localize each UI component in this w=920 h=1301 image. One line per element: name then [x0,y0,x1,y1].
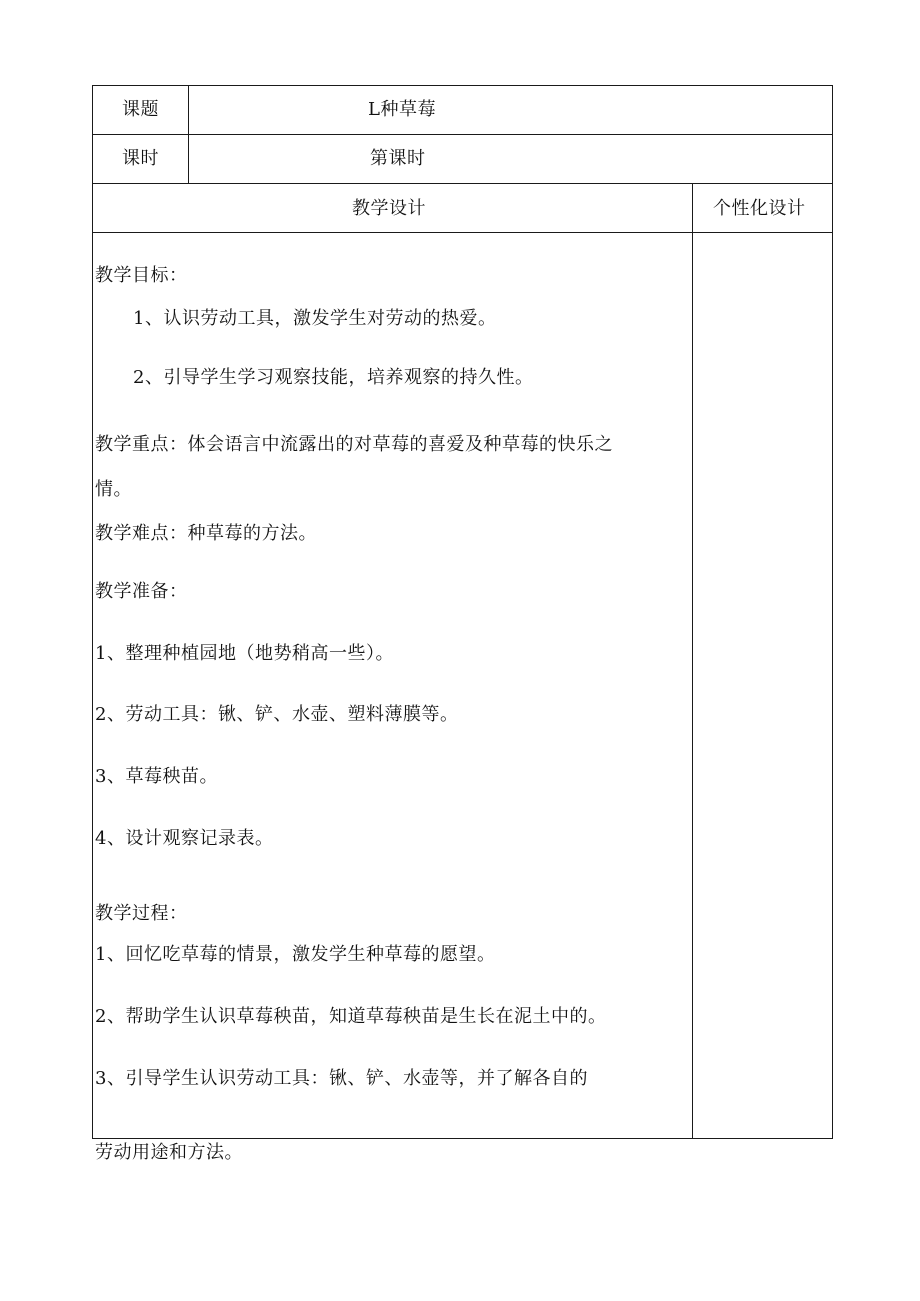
table-top-border [92,85,833,86]
period-value: 第课时 [370,148,426,169]
personal-column-divider [692,183,693,1139]
table-bottom-border [92,1138,833,1139]
row-divider-3 [92,232,833,233]
goals-title: 教学目标： [95,265,188,286]
goal-item: 1、认识劳动工具，激发学生对劳动的热爱。 [133,308,497,329]
table-left-border [92,85,93,1139]
prep-item: 2、劳动工具：锹、铲、水壶、塑料薄膜等。 [95,704,459,725]
design-column-header: 教学设计 [352,198,426,219]
row-divider-1 [92,134,833,135]
difficulty-text: 教学难点：种草莓的方法。 [95,523,317,544]
process-item: 2、帮助学生认识草莓秧苗，知道草莓秧苗是生长在泥土中的。 [95,1006,607,1027]
prep-item: 3、草莓秧苗。 [95,766,218,787]
prep-item: 4、设计观察记录表。 [95,828,274,849]
personal-column-header: 个性化设计 [713,198,806,219]
prep-item: 1、整理种植园地（地势稍高一些）。 [95,643,394,664]
label-column-divider [188,85,189,183]
process-item: 3、引导学生认识劳动工具：锹、铲、水壶等，并了解各自的 [95,1068,588,1089]
prep-title: 教学准备： [95,581,188,602]
period-label: 课时 [122,148,159,169]
process-title: 教学过程： [95,903,188,924]
key-point-line-1: 教学重点：体会语言中流露出的对草莓的喜爱及种草莓的快乐之 [95,434,613,455]
key-point-line-2: 情。 [95,479,132,500]
goal-item: 2、引导学生学习观察技能，培养观察的持久性。 [133,367,534,388]
topic-label: 课题 [122,99,159,120]
process-item: 1、回忆吃草莓的情景，激发学生种草莓的愿望。 [95,944,496,965]
table-right-border [832,85,833,1139]
overflow-text: 劳动用途和方法。 [95,1142,243,1163]
row-divider-2 [92,183,833,184]
topic-value: L种草莓 [368,99,436,120]
